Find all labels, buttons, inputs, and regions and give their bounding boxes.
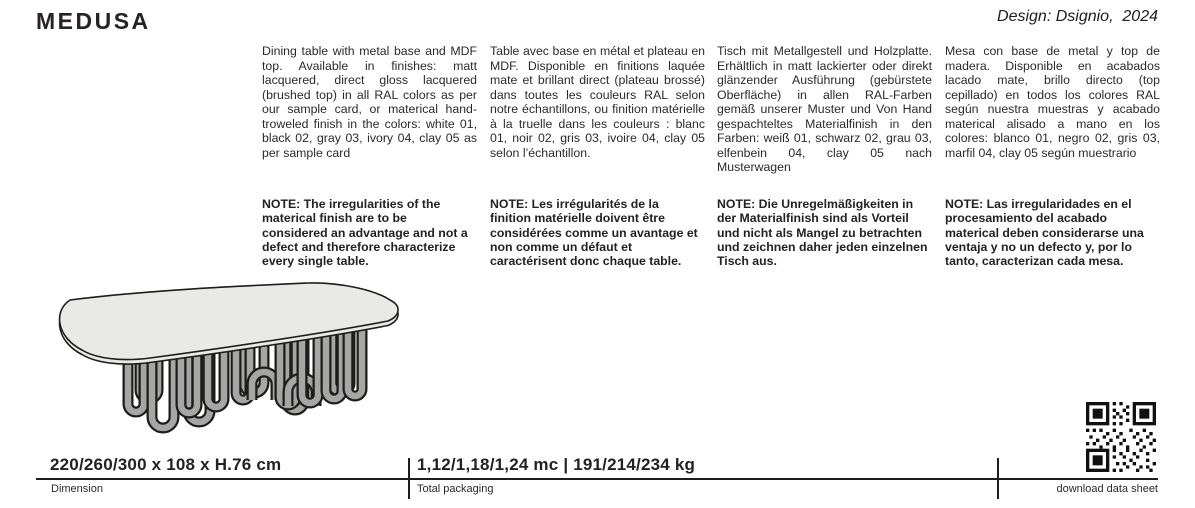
product-title: MEDUSA <box>36 8 151 34</box>
description-text-fr: Table avec base en métal et plateau en MDF. Disponible en finitions laquée mate et brillant direct (plateau brossé) dans toutes les couleurs RAL selon notre échantillons, ou finition matérielle à la truelle dans les couleurs : blanc 01, noir 02, gris 03, ivoire 04, clay 05 selon l’échantillon. <box>490 44 705 160</box>
qr-code-icon <box>1086 402 1156 472</box>
note-text-de: NOTE: Die Unregelmäßigkeiten in der Materialfinish sind als Vorteil und nicht als Mangel zu betrachten und zeichnen daher jeden einzelnen Tisch aus. <box>717 197 928 269</box>
footer-divider-2 <box>997 458 999 499</box>
footer-rule <box>36 478 1158 480</box>
note-text-en: NOTE: The irregularities of the materical finish are to be considered an advantage and not a defect and therefore characterize every single table. <box>262 197 468 269</box>
description-column-es <box>945 44 1160 289</box>
design-credit: Design: Dsignio, 2024 <box>997 8 1158 25</box>
note-text-es: NOTE: Las irregularidades en el procesamiento del acabado materical deben considerarse una ventaja y no un defecto y, por lo tanto, caracterizan cada mesa. <box>945 197 1144 269</box>
description-column-de <box>717 44 932 289</box>
download-data-sheet-link[interactable]: download data sheet <box>1056 483 1158 495</box>
packaging-value: 1,12/1,18/1,24 mc | 191/214/234 kg <box>417 455 696 474</box>
description-column-fr <box>490 44 705 289</box>
table-illustration <box>40 280 410 450</box>
footer-divider-1 <box>408 458 410 499</box>
description-column-en <box>262 44 477 289</box>
note-text-fr: NOTE: Les irrégularités de la finition matérielle doivent être considérées comme un avantage et non comme un défaut et caractérisent donc chaque table. <box>490 197 698 269</box>
description-text-es: Mesa con base de metal y top de madera. Disponible en acabados lacado mate, brillo directo (top cepillado) en todos los colores RAL según nuestra muestras y acabado materical alisado a mano en los colores: blanco 01, negro 02, gris 03, marfil 04, clay 05 según muestrario <box>945 44 1160 160</box>
description-text-de: Tisch mit Metallgestell und Holzplatte. Erhältlich in matt lackierter oder direkt glänzender Ausführung (gebürstete Oberfläche) in allen RAL-Farben gemäß unserer Muster und Von Hand gespachteltes Materialfinish in den Farben: weiß 01, schwarz 02, grau 03, elfenbein 04, clay 05 nach Musterwagen <box>717 44 932 175</box>
description-text-en: Dining table with metal base and MDF top. Available in finishes: matt lacquered, direct gloss lacquered (brushed top) in all RAL colors as per our sample card, or materical hand-troweled finish in the colors: white 01, black 02, gray 03, ivory 04, clay 05 as per sample card <box>262 44 477 160</box>
packaging-label: Total packaging <box>417 483 494 495</box>
dimension-label: Dimension <box>51 483 103 495</box>
dimension-value: 220/260/300 x 108 x H.76 cm <box>50 455 282 474</box>
